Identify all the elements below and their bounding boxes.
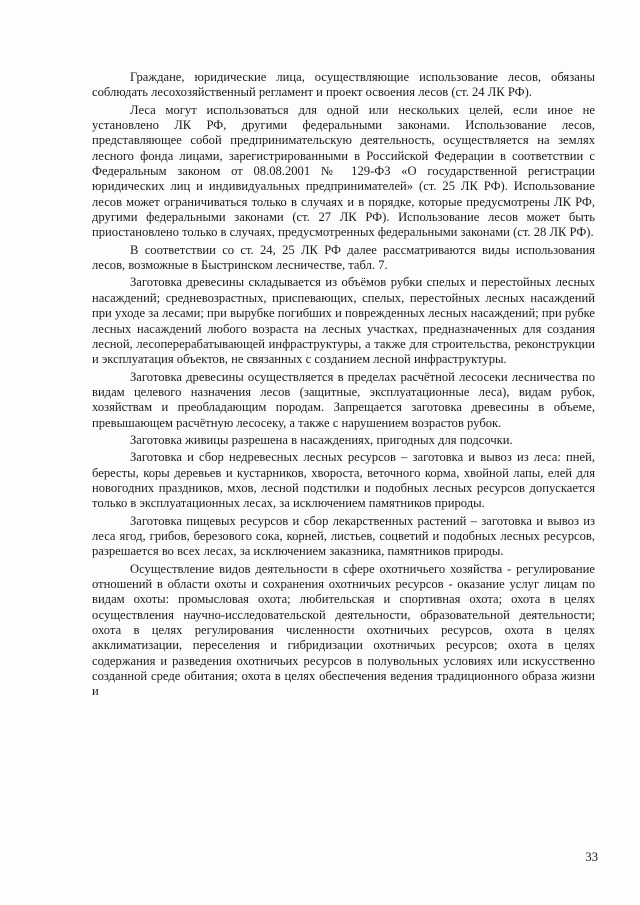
paragraph-9: Осуществление видов деятельности в сфере охотничьего хозяйства - регулирование отношений в области охоты и сохранения охотничьих ресурсов - оказание услуг лицам по видам охоты: промысловая охота; любительская и спортивная охота; охота в целях осуществления научно-исследовательской деятельности, образовательной деятельности; охота в целях регулирования численности охотничьих ресурсов, охота в целях акклиматизации, переселения и гибридизации охотничьих ресурсов; охота в целях содержания и разведения охотничьих ресурсов в полувольных условиях или искусственно созданной среде обитания; охота в целях обеспечения ведения традиционного образа жизни и — [92, 561, 595, 699]
paragraph-8: Заготовка пищевых ресурсов и сбор лекарственных растений – заготовка и вывоз из леса ягод, грибов, березового сока, корней, листьев, соцветий и подобных лесных ресурсов, разрешается во всех лесах, за исключением заказника, памятников природы. — [92, 513, 595, 559]
paragraph-1: Граждане, юридические лица, осуществляющие использование лесов, обязаны соблюдать лесохозяйственный регламент и проект освоения лесов (ст. 24 ЛК РФ). — [92, 70, 595, 100]
paragraph-3: В соответствии со ст. 24, 25 ЛК РФ далее рассматриваются виды использования лесов, возможные в Быстринском лесничестве, табл. 7. — [92, 242, 595, 273]
paragraph-7: Заготовка и сбор недревесных лесных ресурсов – заготовка и вывоз из леса: пней, бересты, коры деревьев и кустарников, хвороста, веточного корма, хвойной лапы, елей для новогодних праздников, мхов, лесной подстилки и подобных лесных ресурсов допускается только в эксплуатационных лесах, за исключением памятников природы. — [92, 450, 595, 511]
page-number: 33 — [585, 850, 598, 864]
paragraph-2: Леса могут использоваться для одной или нескольких целей, если иное не установлено ЛК РФ, другими федеральными законами. Использование лесов, представляющее собой предпринимательскую деятельность, осуществляется на землях лесного фонда лицами, зарегистрированными в Российской Федерации в соответствии с Федеральным законом от 08.08.2001 № 129-ФЗ «О государственной регистрации юридических лиц и индивидуальных предпринимателей» (ст. 25 ЛК РФ). Использование лесов может ограничиваться только в случаях и в порядке, которые предусмотрены ЛК РФ, другими федеральными законами (ст. 27 ЛК РФ). Использование лесов может быть приостановлено только в случаях, предусмотренных федеральными законами (ст. 28 ЛК РФ). — [92, 102, 595, 240]
paragraph-6: Заготовка живицы разрешена в насаждениях, пригодных для подсочки. — [130, 432, 513, 447]
body-text — [92, 70, 595, 702]
paragraph-4: Заготовка древесины складывается из объёмов рубки спелых и перестойных лесных насаждений; средневозрастных, приспевающих, спелых, перестойных лесных насаждений при уходе за лесами; при вырубке погибших и поврежденных лесных насаждений; при рубке лесных насаждений любого возраста на лесных участках, предназначенных для создания лесной, лесоперерабатывающей инфраструктуры, а также для строительства, реконструкции и эксплуатация объектов, не связанных с созданием лесной инфраструктуры. — [92, 275, 595, 367]
paragraph-5: Заготовка древесины осуществляется в пределах расчётной лесосеки лесничества по видам целевого назначения лесов (защитные, эксплуатационные леса), видам рубок, хозяйствам и преобладающим породам. Запрещается заготовка древесины в объеме, превышающем расчётную лесосеку, а также с нарушением возрастов рубок. — [92, 369, 595, 430]
